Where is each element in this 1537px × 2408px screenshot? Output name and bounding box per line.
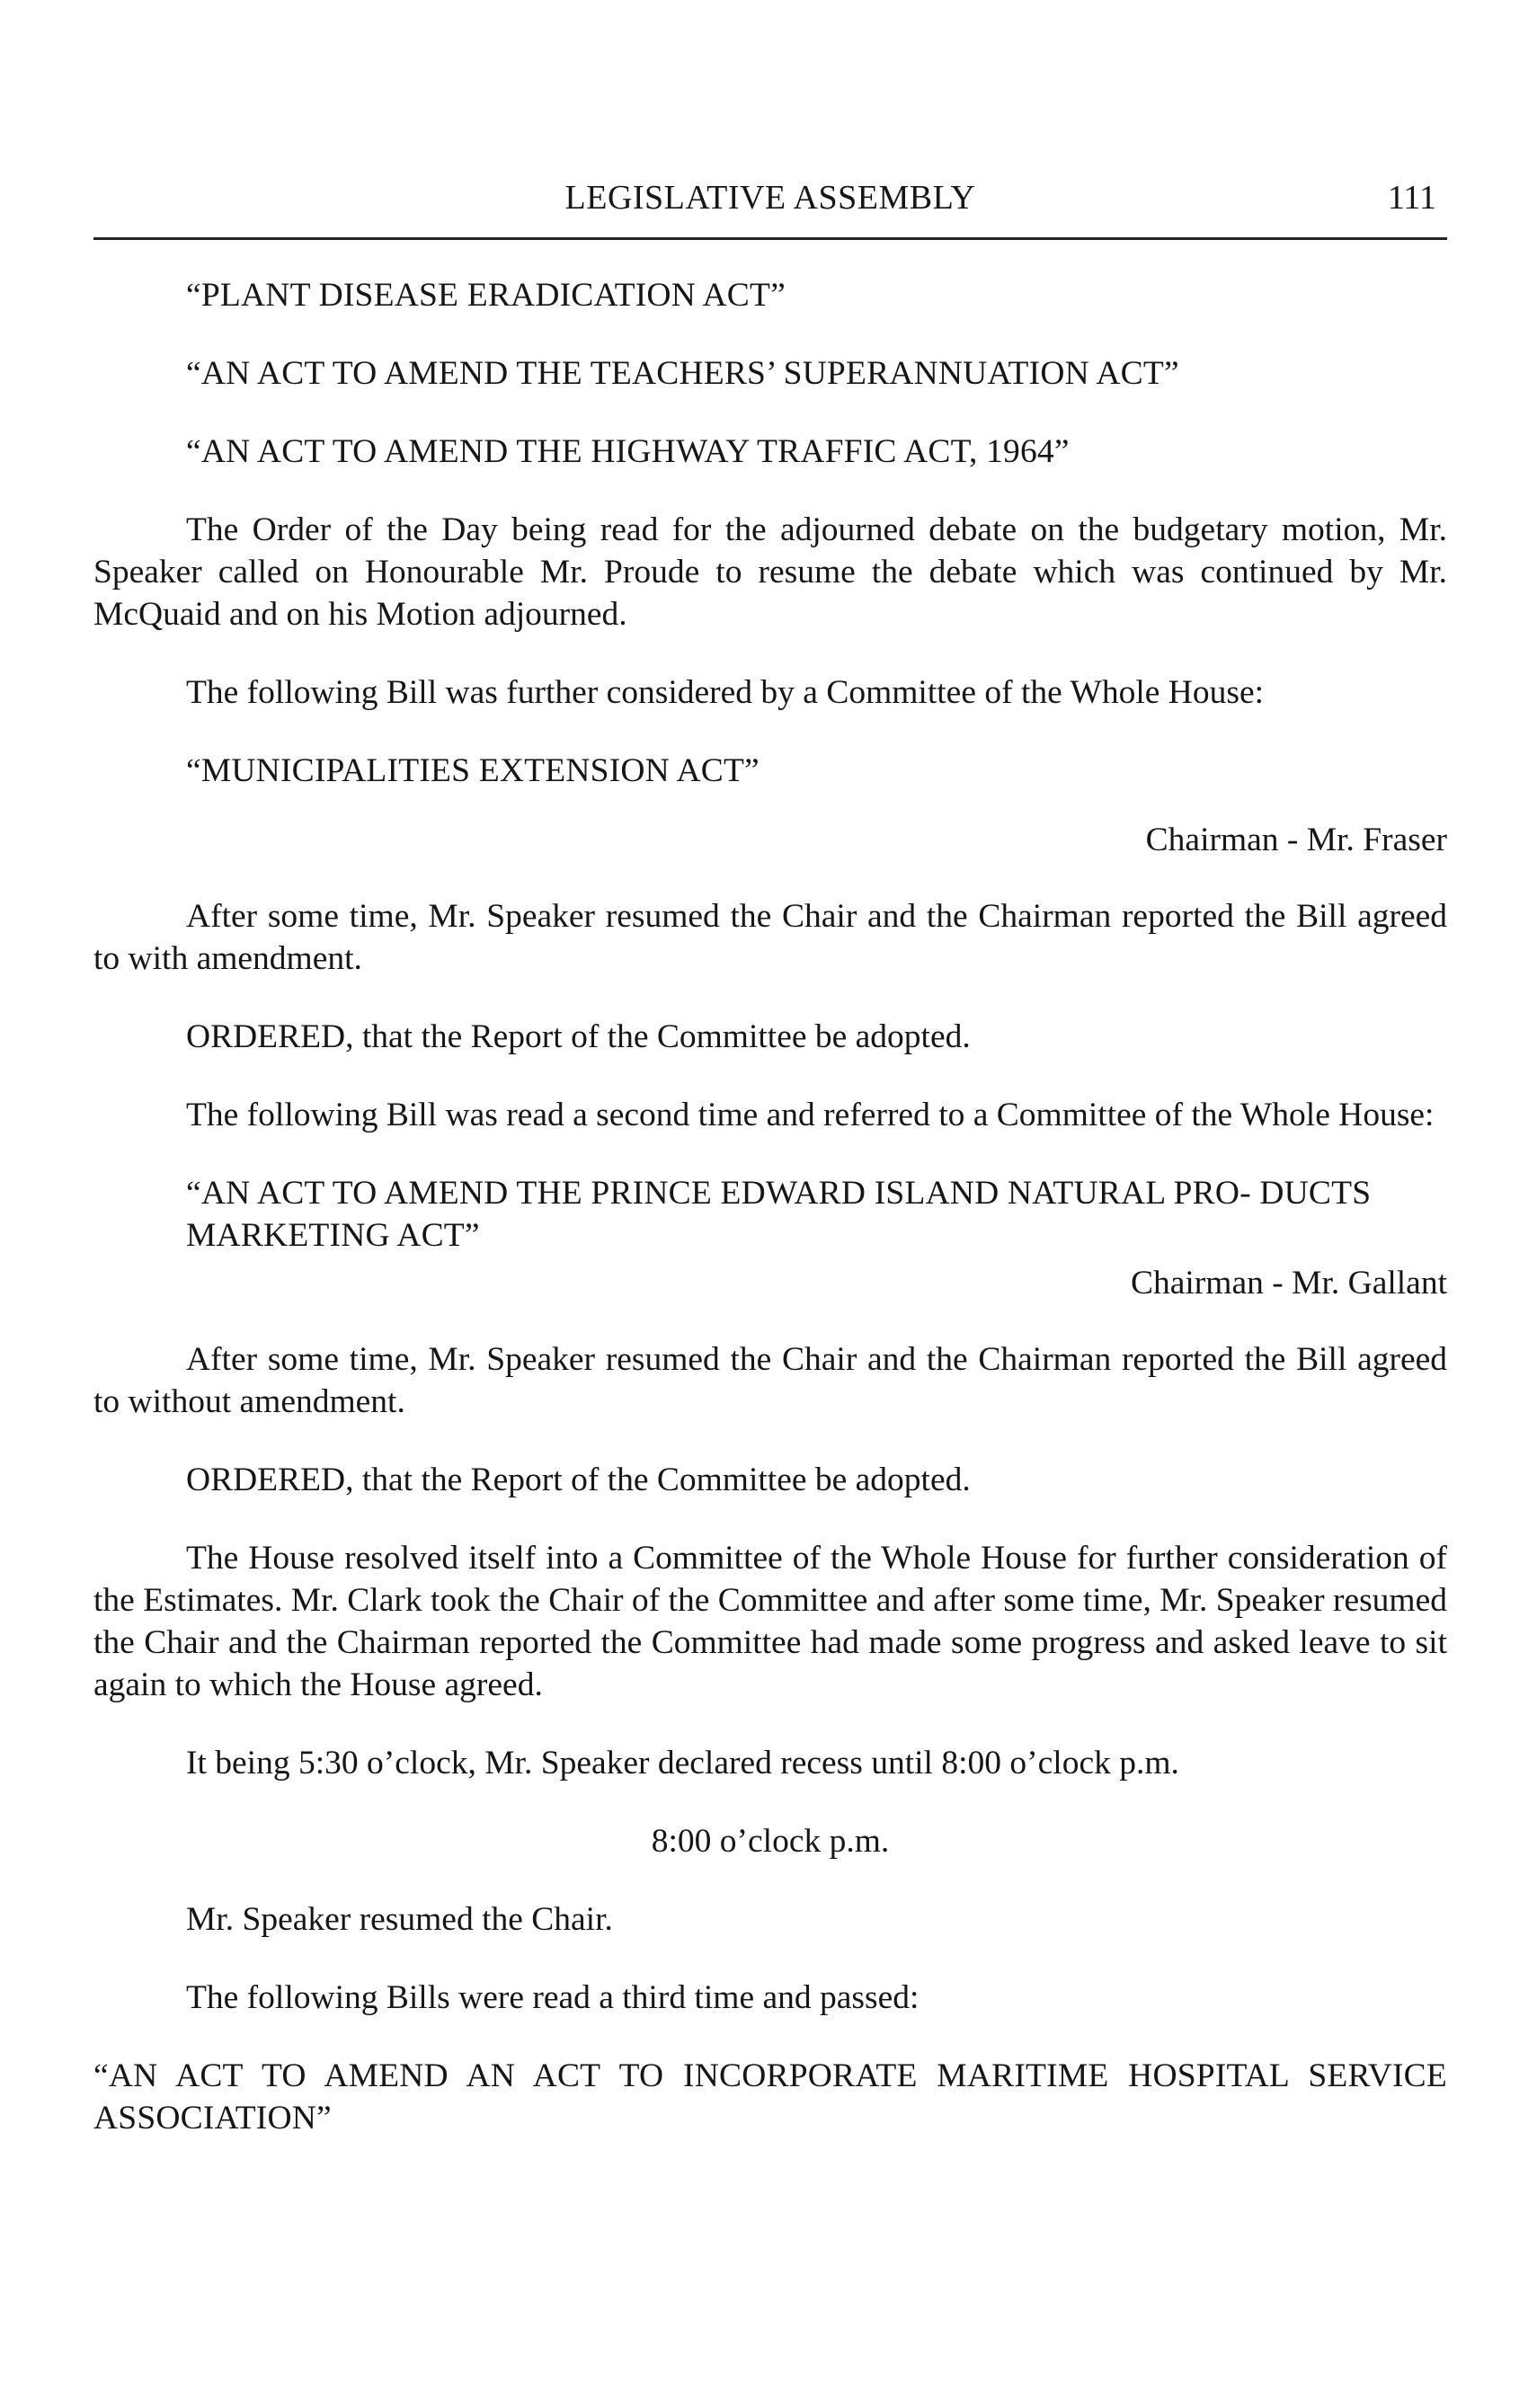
chairman-line: Chairman - Mr. Fraser: [1145, 822, 1447, 858]
ordered-report-adopted: ORDERED, that the Report of the Committee be adopted.: [186, 1018, 971, 1055]
bill-title-plant-disease: “PLANT DISEASE ERADICATION ACT”: [186, 277, 786, 314]
paragraph-report-with-amendment: After some time, Mr. Speaker resumed the Chair and the Chairman reported the Bill agreed to with amendment.: [93, 898, 1447, 977]
time-heading: 8:00 o’clock p.m.: [651, 1823, 890, 1860]
page-number: 111: [1387, 179, 1436, 217]
paragraph-report-without-amendment: After some time, Mr. Speaker resumed the Chair and the Chairman reported the Bill agreed to without amendment.: [93, 1341, 1447, 1420]
paragraph-recess: It being 5:30 o’clock, Mr. Speaker declared recess until 8:00 o’clock p.m.: [186, 1745, 1179, 1782]
bill-title-natural-products: “AN ACT TO AMEND THE PRINCE EDWARD ISLAND NATURAL PRO- DUCTS MARKETING ACT”: [186, 1175, 1372, 1254]
running-title: LEGISLATIVE ASSEMBLY: [564, 179, 976, 217]
chairman-line: Chairman - Mr. Gallant: [1130, 1265, 1447, 1302]
header-rule: [93, 237, 1447, 240]
page-body: [93, 274, 1447, 2139]
paragraph-further-considered: The following Bill was further considered by a Committee of the Whole House:: [186, 674, 1265, 711]
paragraph-budget-debate: The Order of the Day being read for the adjourned debate on the budgetary motion, Mr. Speaker called on Honourable Mr. Proude to resume the debate which was continued by Mr. McQuaid and on his Motion adjourned.: [93, 511, 1447, 633]
bill-title-teachers-superannuation: “AN ACT TO AMEND THE TEACHERS’ SUPERANNUATION ACT”: [186, 355, 1179, 392]
paragraph-estimates: The House resolved itself into a Committee of the Whole House for further consideration of the Estimates. Mr. Clark took the Chair of the Committee and after some time, Mr. Speaker resumed the Chair and the Chairman reported the Committee had made some progress and asked leave to sit again to which the House agreed.: [93, 1540, 1447, 1703]
page-header: [93, 178, 1447, 225]
paragraph-second-reading: The following Bill was read a second time and referred to a Committee of the Whole House:: [186, 1097, 1435, 1133]
bill-title-highway-traffic: “AN ACT TO AMEND THE HIGHWAY TRAFFIC ACT, 1964”: [186, 433, 1070, 470]
paragraph-third-reading: The following Bills were read a third time and passed:: [186, 1979, 920, 2016]
bill-title-maritime-hospital: “AN ACT TO AMEND AN ACT TO INCORPORATE MARITIME HOSPITAL SERVICE ASSOCIATION”: [93, 2057, 1447, 2137]
ordered-report-adopted: ORDERED, that the Report of the Committee be adopted.: [186, 1462, 971, 1498]
bill-title-municipalities-extension: “MUNICIPALITIES EXTENSION ACT”: [186, 752, 760, 789]
paragraph-speaker-resumed: Mr. Speaker resumed the Chair.: [186, 1901, 613, 1938]
